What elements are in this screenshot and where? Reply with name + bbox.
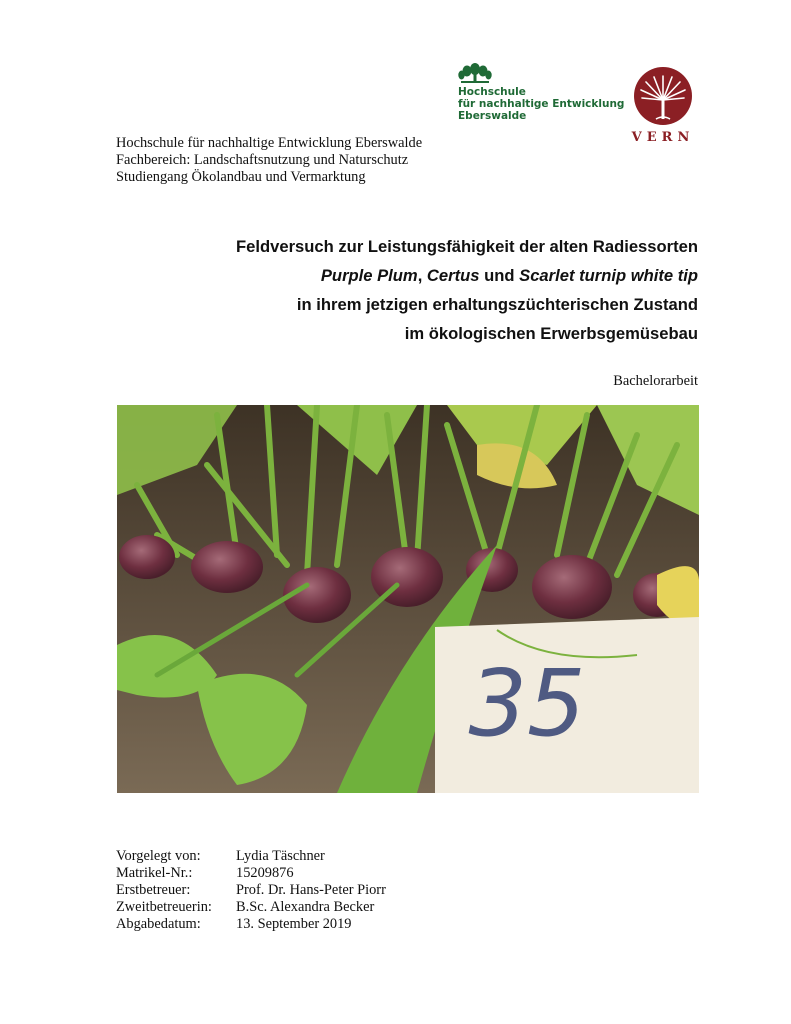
- meta-label: Matrikel-Nr.:: [116, 865, 193, 881]
- submission-details: [116, 848, 386, 933]
- meta-value: B.Sc. Alexandra Becker: [236, 899, 375, 915]
- hnee-logo-line3: Eberswalde: [458, 110, 527, 122]
- variety-scarlet-turnip: Scarlet turnip white tip: [519, 266, 698, 285]
- title-line-1: Feldversuch zur Leistungsfähigkeit der alten Radiessorten: [236, 237, 698, 256]
- vern-logo-text: VERN: [631, 130, 695, 145]
- title-line-3: in ihrem jetzigen erhaltungszüchterischen Zustand: [296, 295, 698, 314]
- variety-purple-plum: Purple Plum: [320, 266, 418, 285]
- radish-photo: [117, 405, 699, 793]
- title-line-2: [150, 266, 698, 286]
- meta-row-first-supervisor: [116, 882, 386, 899]
- meta-value: Prof. Dr. Hans-Peter Piorr: [236, 882, 386, 898]
- department: Fachbereich: Landschaftsnutzung und Naturschutz: [116, 152, 409, 168]
- title-separator-1: ,: [417, 266, 427, 285]
- meta-value: Lydia Täschner: [236, 848, 325, 864]
- cover-photo: [117, 405, 699, 793]
- hnee-logo-text: [458, 86, 624, 122]
- meta-row-submission-date: [116, 916, 386, 933]
- plot-number-label: 35: [468, 650, 586, 757]
- variety-certus: Certus: [426, 266, 480, 285]
- meta-label: Vorgelegt von:: [116, 848, 201, 864]
- meta-value: 13. September 2019: [236, 916, 352, 932]
- hnee-logo: [456, 62, 625, 122]
- thesis-type: Bachelorarbeit: [613, 373, 698, 389]
- title-line-4: im ökologischen Erwerbsgemüsebau: [404, 324, 698, 343]
- hnee-logo-line2: für nachhaltige Entwicklung: [458, 98, 625, 110]
- title-separator-2: und: [479, 266, 520, 285]
- hnee-logo-line1: Hochschule: [458, 86, 526, 98]
- meta-row-author: [116, 848, 386, 865]
- institution-name: Hochschule für nachhaltige Entwicklung Eberswalde: [116, 135, 423, 151]
- meta-value: 15209876: [236, 865, 294, 881]
- meta-label: Erstbetreuer:: [116, 882, 191, 898]
- meta-label: Abgabedatum:: [116, 916, 201, 932]
- vern-logo: [630, 66, 696, 148]
- vern-seal-icon: [630, 66, 696, 128]
- hnee-tree-icon: [458, 62, 492, 84]
- meta-label: Zweitbetreuerin:: [116, 899, 212, 915]
- meta-row-second-supervisor: [116, 899, 386, 916]
- meta-row-matriculation: [116, 865, 386, 882]
- institution-block: [116, 135, 422, 186]
- study-program: Studiengang Ökolandbau und Vermarktung: [116, 169, 366, 185]
